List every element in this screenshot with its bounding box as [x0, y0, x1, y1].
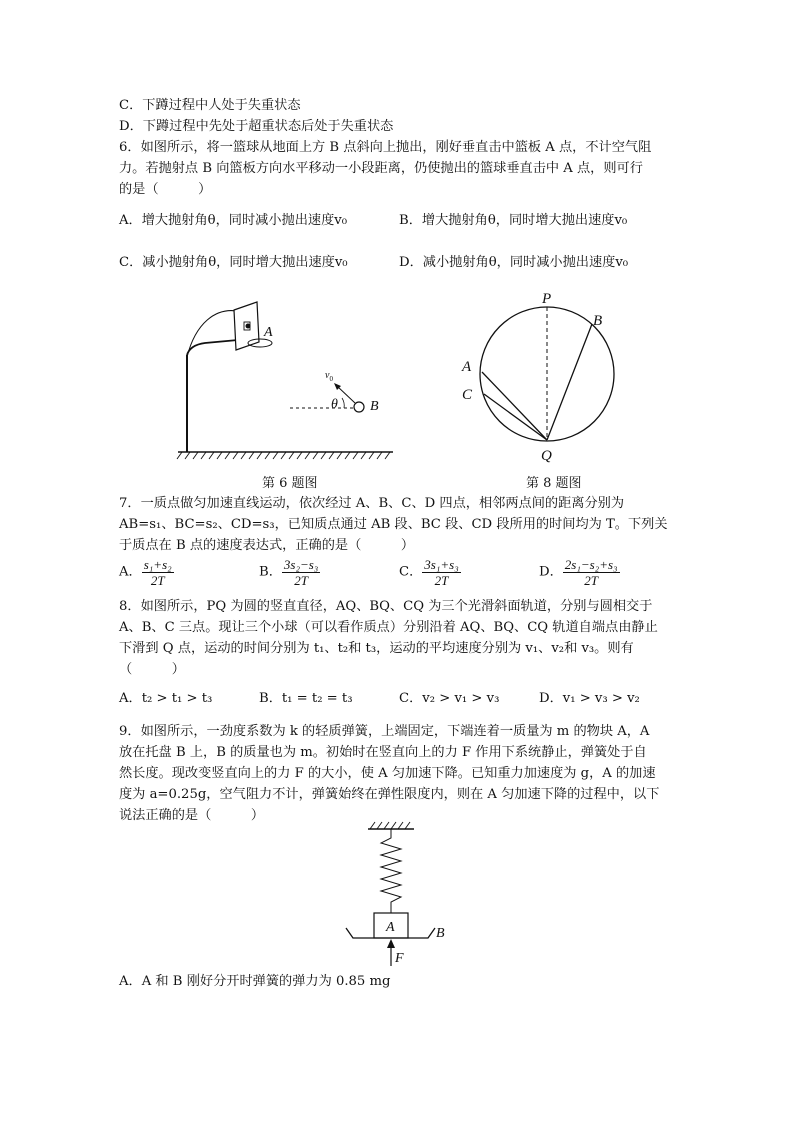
q7-option-b: B． $\frac{\text{3s₂−s₃}}{2T}$: [259, 557, 319, 588]
q6-option-c: C．减小抛射角θ，同时增大抛出速度v₀: [119, 255, 348, 270]
q9-stem-line-1: 9．如图所示，一劲度系数为 k 的轻质弹簧，上端固定，下端连着一质量为 m 的物块 A，A: [119, 724, 650, 739]
q8-option-d: D．v₁ > v₃ > v₂: [539, 691, 640, 706]
q7-option-d: D． $\frac{\text{2s₁−s₂+s₃}}{2T}$: [539, 557, 618, 588]
q7-stem-line-2: AB=s₁、BC=s₂、CD=s₃，已知质点通过 AB 段、BC 段、CD 段所用的时间均为 T。下列关: [119, 517, 668, 532]
q8-stem-line-3: 下滑到 Q 点，运动的时间分别为 t₁、t₂和 t₃，运动的平均速度分别为 v₁、v₂和 v₃。则有: [119, 641, 634, 656]
fig6-label-b: B: [370, 399, 379, 414]
q6-stem-line-1: 6．如图所示，将一篮球从地面上方 B 点斜向上抛出，刚好垂直击中篮板 A 点，不计空气阻: [119, 140, 652, 155]
fig8-caption: 第 8 题图: [526, 476, 582, 491]
q9-option-a: A．A 和 B 刚好分开时弹簧的弹力为 0.85 mg: [119, 974, 391, 989]
q9-stem-line-3: 然长度。现改变竖直向上的力 F 的大小，使 A 匀加速下降。已知重力加速度为 g，A 的加速: [119, 766, 656, 781]
fig6-label-a: A: [264, 325, 273, 340]
q9-stem-line-4: 度为 a=0.25g，空气阻力不计，弹簧始终在弹性限度内，则在 A 匀加速下降的过程中，以下: [119, 787, 660, 802]
fig6-caption: 第 6 题图: [262, 476, 318, 491]
q7-stem-line-1: 7．一质点做匀加速直线运动，依次经过 A、B、C、D 四点，相邻两点间的距离分别为: [119, 496, 625, 511]
fig8-label-p: P: [542, 291, 552, 307]
q8-option-a: A．t₂ > t₁ > t₃: [119, 691, 213, 706]
q7-stem-line-3: 于质点在 B 点的速度表达式，正确的是（ ）: [119, 538, 415, 553]
fig8-label-c: C: [462, 387, 473, 403]
fig6-label-theta: θ: [331, 397, 338, 412]
q8-option-c: C．v₂ > v₁ > v₃: [399, 691, 500, 706]
fig6-label-v-sub: 0: [329, 375, 333, 383]
q7-option-c: C． $\frac{\text{3s₁+s₃}}{2T}$: [399, 557, 459, 588]
q6-option-a: A．增大抛射角θ，同时减小抛出速度v₀: [119, 213, 348, 228]
q8-stem-line-4: （ ）: [119, 662, 185, 677]
q8-stem-line-2: A、B、C 三点。现让三个小球（可以看作质点）分别沿着 AQ、BQ、CQ 轨道自端点由静止: [119, 620, 658, 635]
q6-option-d: D．减小抛射角θ，同时减小抛出速度v₀: [399, 255, 629, 270]
q5-option-c: C．下蹲过程中人处于失重状态: [119, 98, 301, 113]
q8-option-b: B．t₁ = t₂ = t₃: [259, 691, 353, 706]
fig8-label-b: B: [593, 313, 603, 329]
q6-option-b: B．增大抛射角θ，同时增大抛出速度v₀: [399, 213, 628, 228]
fig8-label-a: A: [462, 359, 472, 375]
q8-stem-line-1: 8．如图所示，PQ 为圆的竖直直径，AQ、BQ、CQ 为三个光滑斜面轨道，分别与圆相交于: [119, 599, 653, 614]
q9-stem-line-5: 说法正确的是（ ）: [119, 808, 265, 823]
q6-stem-line-2: 力。若抛射点 B 向篮板方向水平移动一小段距离，仍使抛出的篮球垂直击中 A 点，则可行: [119, 161, 643, 176]
fig6-label-v: v: [325, 370, 330, 381]
q6-stem-line-3: 的是（ ）: [119, 182, 212, 197]
fig9-label-a: A: [386, 920, 395, 935]
fig9-label-b: B: [436, 926, 445, 941]
fig8-label-q: Q: [541, 448, 552, 464]
q7-option-a: A． $\frac{\text{s₁+s₂}}{2T}$: [119, 557, 172, 588]
q5-option-d: D．下蹲过程中先处于超重状态后处于失重状态: [119, 119, 394, 134]
q9-stem-line-2: 放在托盘 B 上，B 的质量也为 m。初始时在竖直向上的力 F 作用下系统静止，弹簧处于自: [119, 745, 647, 760]
fig9-label-f: F: [395, 951, 404, 966]
